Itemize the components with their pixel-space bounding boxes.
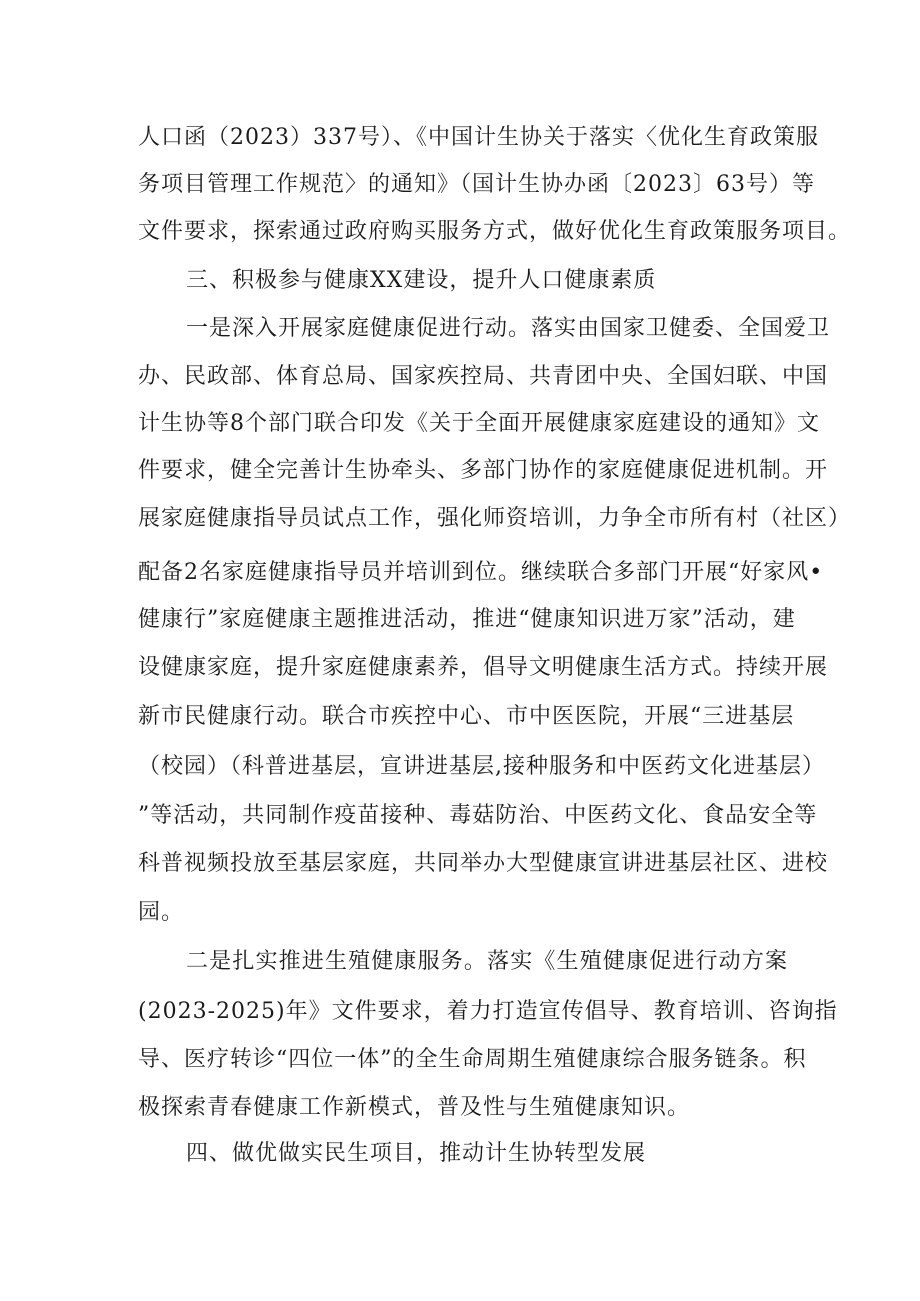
- paragraph-line: 导、医疗转诊“四位一体”的全生命周期生殖健康综合服务链条。积: [138, 1047, 807, 1072]
- paragraph-line: 人口函（2023）337号）、《中国计生协关于落实〈优化生育政策服: [138, 125, 819, 150]
- paragraph-line: 新市民健康行动。联合市疾控中心、市中医医院，开展“三进基层: [138, 704, 795, 729]
- section-heading: 四、做优做实民生项目，推动计生协转型发展: [186, 1141, 647, 1166]
- paragraph-line: 计生协等8个部门联合印发《关于全面开展健康家庭建设的通知》文: [138, 411, 820, 436]
- paragraph-line: 园。: [138, 900, 185, 925]
- paragraph-line: ”等活动，共同制作疫苗接种、毒菇防治、中医药文化、食品安全等: [138, 803, 818, 828]
- paragraph-line: 配备2名家庭健康指导员并培训到位。继续联合多部门开展“好家风•: [138, 560, 824, 585]
- section-heading: 三、积极参与健康XX建设，提升人口健康素质: [186, 268, 657, 293]
- paragraph-line: 办、民政部、体育总局、国家疾控局、共青团中央、全国妇联、中国: [138, 364, 829, 389]
- paragraph-line: 科普视频投放至基层家庭，共同举办大型健康宣讲进基层社区、进校: [138, 851, 829, 876]
- paragraph-line: 件要求，健全完善计生协牵头、多部门协作的家庭健康促进机制。开: [138, 458, 829, 483]
- paragraph-line: (2023-2025)年》文件要求，着力打造宣传倡导、教育培训、咨询指: [138, 999, 838, 1024]
- paragraph-line: 展家庭健康指导员试点工作，强化师资培训，力争全市所有村（社区）: [138, 506, 852, 531]
- paragraph-line: 务项目管理工作规范〉的通知》（国计生协办函〔2023〕63号）等: [138, 172, 815, 197]
- paragraph-line: 一是深入开展家庭健康促进行动。落实由国家卫健委、全国爱卫: [186, 316, 831, 341]
- paragraph-line: （校园）（科普进基层，宣讲进基层,接种服务和中医药文化进基层）: [138, 754, 825, 779]
- paragraph-line: 极探索青春健康工作新模式，普及性与生殖健康知识。: [138, 1095, 691, 1120]
- paragraph-line: 健康行”家庭健康主题推进活动，推进“健康知识进万家”活动，建: [138, 607, 796, 632]
- paragraph-line: 文件要求，探索通过政府购买服务方式，做好优化生育政策服务项目。: [138, 219, 852, 244]
- paragraph-line: 二是扎实推进生殖健康服务。落实《生殖健康促进行动方案: [186, 949, 788, 974]
- paragraph-line: 设健康家庭，提升家庭健康素养，倡导文明健康生活方式。持续开展: [138, 655, 829, 680]
